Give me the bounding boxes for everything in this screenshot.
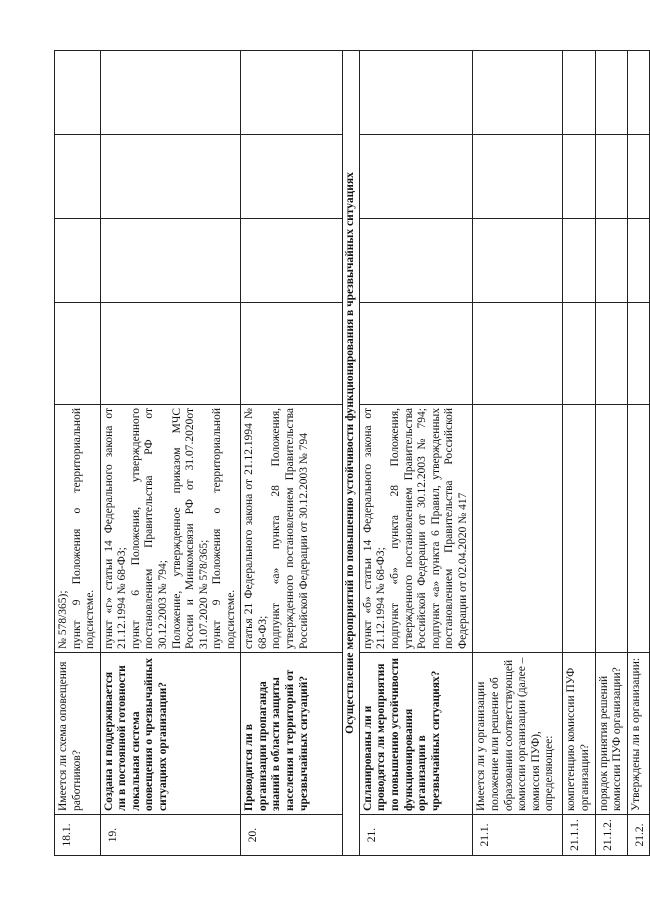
table-row (595, 51, 627, 856)
empty-cell (563, 51, 595, 135)
empty-cell (359, 303, 473, 405)
basis-line: подпункт «б» пункта 28 Положения, утвержденного постановлением Правительства Российской Федерации от 30.12.2003 № 794; подпункт «а» пункта 6 Правил, утвержденных постановлением Правительства Российской Федерации от 02.04.2020 № 417 (389, 408, 469, 649)
row-question-text: Спланированы ли и проводятся ли мероприятия по повышению устойчивости функционирования организации в чрезвычайных ситуациях? (361, 657, 442, 811)
empty-cell (627, 219, 650, 303)
row-question: компетенцию комиссии ПУФ организации? (563, 653, 595, 815)
empty-cell (241, 303, 343, 405)
empty-cell (595, 303, 627, 405)
empty-cell (241, 51, 343, 135)
basis-line: Положение, утвержденное приказом МЧС России и Минкомсвязи РФ от 31.07.2020от 31.07.2020 № 578/365; (170, 408, 210, 649)
table-row (241, 51, 343, 856)
inspection-checklist-table (54, 50, 650, 856)
empty-cell (595, 405, 627, 653)
empty-cell (595, 135, 627, 219)
table-row (359, 51, 473, 856)
empty-cell (627, 303, 650, 405)
empty-cell (55, 303, 101, 405)
row-question: порядок принятия решений комиссии ПУФ организации? (595, 653, 627, 815)
empty-cell (595, 51, 627, 135)
empty-cell (563, 303, 595, 405)
empty-cell (563, 135, 595, 219)
basis-line: пункт 6 Положения, утвержденного постановлением Правительства РФ от 30.12.2003 № 794; (129, 408, 169, 649)
table-row (100, 51, 241, 856)
basis-line: пункт 9 Положения о территориальной подсистеме. (211, 408, 237, 649)
basis-line: подпункт «а» пункта 28 Положения, утвержденного постановлением Правительства Российской Федерации от 30.12.2003 № 794 (270, 408, 310, 649)
table-row (627, 51, 650, 856)
row-legal-basis (359, 405, 473, 653)
empty-cell (55, 219, 101, 303)
basis-line: пункт «б» статьи 14 Федерального закона от 21.12.1994 № 68-ФЗ; (361, 408, 388, 649)
table-row (473, 51, 563, 856)
empty-cell (100, 303, 241, 405)
basis-line: пункт 9 Положения о территориальной подсистеме. (70, 408, 97, 649)
row-legal-basis (241, 405, 343, 653)
empty-cell (473, 51, 563, 135)
row-question: Имеется ли у организации положение или решение об образовании соответствующей комиссии организации (далее – комиссия ПУФ), определяющее: (473, 653, 563, 815)
row-number: 21.1. (473, 815, 563, 856)
empty-cell (627, 135, 650, 219)
row-number: 19. (100, 815, 241, 856)
empty-cell (563, 219, 595, 303)
empty-cell (473, 405, 563, 653)
table-row (563, 51, 595, 856)
row-number: 21.2. (627, 815, 650, 856)
empty-cell (473, 219, 563, 303)
section-title: Осуществление мероприятий по повышению устойчивости функционирования в чрезвычайных ситуациях (343, 51, 360, 856)
row-question (100, 653, 241, 815)
empty-cell (627, 51, 650, 135)
row-legal-basis (55, 405, 101, 653)
empty-cell (627, 405, 650, 653)
basis-line: № 578/365); (57, 590, 69, 649)
empty-cell (359, 219, 473, 303)
row-legal-basis (100, 405, 241, 653)
row-question: Утверждены ли в организации: (627, 653, 650, 815)
row-question: Имеется ли схема оповещения работников? (55, 653, 101, 815)
empty-cell (359, 135, 473, 219)
row-number: 20. (241, 815, 343, 856)
empty-cell (55, 135, 101, 219)
empty-cell (473, 135, 563, 219)
section-header-row (343, 51, 360, 856)
empty-cell (241, 135, 343, 219)
row-number: 21.1.2. (595, 815, 627, 856)
empty-cell (563, 405, 595, 653)
row-number: 21. (359, 815, 473, 856)
empty-cell (100, 219, 241, 303)
row-question (359, 653, 473, 815)
empty-cell (55, 51, 101, 135)
row-number: 18.1. (55, 815, 101, 856)
empty-cell (100, 135, 241, 219)
row-question-text: Создана и поддерживается ли в постоянной готовности локальная система оповещения о чрезвычайных ситуациях организации? (102, 658, 169, 811)
basis-line: статья 21 Федерального закона от 21.12.1994 № 68-ФЗ; (243, 408, 269, 649)
basis-line: пункт «г» статьи 14 Федерального закона от 21.12.1994 № 68-ФЗ; (102, 408, 129, 649)
empty-cell (241, 219, 343, 303)
rotated-table-container (54, 51, 646, 856)
row-question (241, 653, 343, 815)
row-number: 21.1.1. (563, 815, 595, 856)
table-row (55, 51, 101, 856)
empty-cell (473, 303, 563, 405)
empty-cell (100, 51, 241, 135)
empty-cell (595, 219, 627, 303)
row-question-text: Проводится ли в организации пропаганда знаний в области защиты населения и территорий от чрезвычайных ситуаций? (243, 669, 310, 811)
empty-cell (359, 51, 473, 135)
